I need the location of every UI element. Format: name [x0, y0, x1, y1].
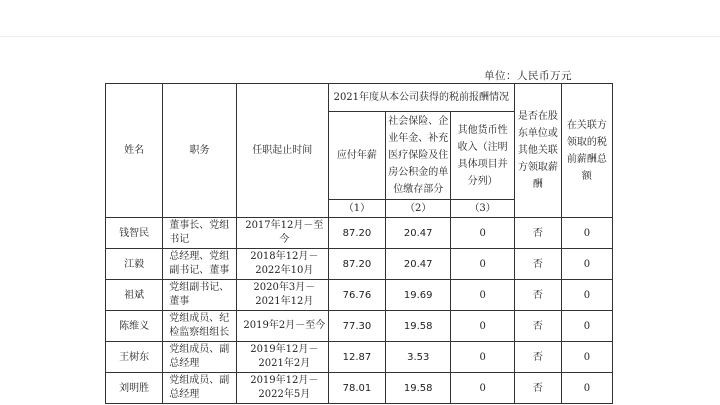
cell-role: 党组副书记、董事: [163, 280, 237, 311]
cell-other: 0: [451, 311, 514, 342]
cell-role: 党组成员、副总经理: [163, 342, 237, 373]
cell-related: 否: [514, 342, 561, 373]
cell-related-amount: 0: [561, 373, 612, 404]
header-col1: （1）: [328, 200, 385, 218]
cell-related: 否: [514, 218, 561, 249]
cell-term: 2019年2月－至今: [236, 311, 328, 342]
cell-insurance: 20.47: [386, 218, 451, 249]
cell-related: 否: [514, 280, 561, 311]
compensation-table: [105, 83, 613, 404]
cell-insurance: 3.53: [386, 342, 451, 373]
cell-related-amount: 0: [561, 342, 612, 373]
header-salary: 应付年薪: [328, 112, 385, 200]
cell-role: 党组成员、副总经理: [163, 373, 237, 404]
cell-role: 总经理、党组副书记、董事: [163, 249, 237, 280]
cell-name: 江毅: [106, 249, 163, 280]
cell-insurance: 19.58: [386, 311, 451, 342]
cell-role: 董事长、党组书记: [163, 218, 237, 249]
cell-insurance: 19.69: [386, 280, 451, 311]
header-insurance: 社会保险、企业年金、补充医疗保险及住房公积金的单位缴存部分: [386, 112, 451, 200]
cell-other: 0: [451, 280, 514, 311]
table-row: [106, 373, 613, 404]
cell-insurance: 20.47: [386, 249, 451, 280]
cell-related: 否: [514, 373, 561, 404]
cell-related: 否: [514, 249, 561, 280]
page-top-bar: [0, 0, 720, 37]
cell-related-amount: 0: [561, 311, 612, 342]
header-related-amount: 在关联方领取的税前薪酬总额: [561, 84, 612, 218]
cell-other: 0: [451, 218, 514, 249]
cell-term: 2019年12月－2021年2月: [236, 342, 328, 373]
header-group-title: 2021年度从本公司获得的税前报酬情况: [328, 84, 514, 112]
header-term: 任职起止时间: [236, 84, 328, 218]
header-other: 其他货币性收入（注明具体项目并分列）: [451, 112, 514, 200]
table-row: [106, 311, 613, 342]
cell-salary: 87.20: [328, 218, 385, 249]
header-col2: （2）: [386, 200, 451, 218]
cell-salary: 12.87: [328, 342, 385, 373]
cell-name: 陈维义: [106, 311, 163, 342]
table-row: [106, 342, 613, 373]
table-row: [106, 280, 613, 311]
cell-other: 0: [451, 249, 514, 280]
cell-term: 2019年12月－2022年5月: [236, 373, 328, 404]
header-name: 姓名: [106, 84, 163, 218]
cell-name: 钱智民: [106, 218, 163, 249]
cell-other: 0: [451, 373, 514, 404]
cell-related: 否: [514, 311, 561, 342]
cell-term: 2018年12月－2022年10月: [236, 249, 328, 280]
cell-term: 2017年12月－至今: [236, 218, 328, 249]
header-role: 职务: [163, 84, 237, 218]
cell-related-amount: 0: [561, 249, 612, 280]
cell-salary: 77.30: [328, 311, 385, 342]
cell-name: 王树东: [106, 342, 163, 373]
cell-related-amount: 0: [561, 218, 612, 249]
cell-name: 刘明胜: [106, 373, 163, 404]
table-row: [106, 218, 613, 249]
cell-salary: 87.20: [328, 249, 385, 280]
cell-insurance: 19.58: [386, 373, 451, 404]
cell-name: 祖斌: [106, 280, 163, 311]
cell-other: 0: [451, 342, 514, 373]
cell-role: 党组成员、纪检监察组组长: [163, 311, 237, 342]
table-row: [106, 249, 613, 280]
cell-related-amount: 0: [561, 280, 612, 311]
unit-label: 单位：人民币万元: [484, 70, 572, 82]
cell-term: 2020年3月－2021年12月: [236, 280, 328, 311]
header-col3: （3）: [451, 200, 514, 218]
header-related: 是否在股东单位或其他关联方领取薪酬: [514, 84, 561, 218]
cell-salary: 76.76: [328, 280, 385, 311]
cell-salary: 78.01: [328, 373, 385, 404]
